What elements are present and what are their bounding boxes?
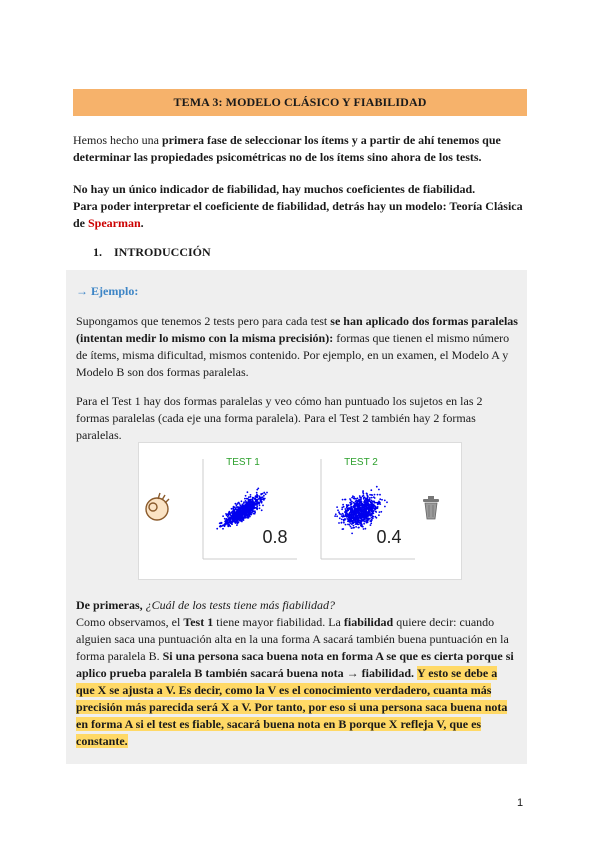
scatter-point bbox=[358, 514, 360, 516]
test-1-label: TEST 1 bbox=[226, 457, 260, 468]
scatter-point bbox=[249, 504, 251, 506]
scatter-point bbox=[351, 501, 353, 503]
scatter-point bbox=[349, 522, 351, 524]
scatter-point bbox=[361, 501, 363, 503]
scatter-point bbox=[236, 520, 238, 522]
scatter-point bbox=[369, 514, 371, 516]
p1-bold: se han aplicado dos formas paralelas (intentan medir lo mismo con la misma precisión): bbox=[76, 314, 518, 345]
scatter-point bbox=[369, 494, 371, 496]
scatter-point bbox=[363, 519, 365, 521]
scatter-point bbox=[351, 527, 353, 529]
scatter-point bbox=[355, 498, 357, 500]
scatter-point bbox=[358, 500, 360, 502]
scatter-point bbox=[262, 505, 264, 507]
scatter-point bbox=[254, 503, 256, 505]
scatter-point bbox=[380, 511, 382, 513]
scatter-point bbox=[367, 518, 369, 520]
scatter-point bbox=[355, 501, 357, 503]
scatter-point bbox=[379, 511, 381, 513]
scatter-point bbox=[354, 514, 356, 516]
p3-question: ¿Cuál de los tests tiene más fiabilidad? bbox=[145, 598, 335, 612]
scatter-point bbox=[346, 518, 348, 520]
scatter-point bbox=[341, 522, 343, 524]
scatter-point bbox=[256, 494, 258, 496]
scatter-point bbox=[362, 506, 364, 508]
scatter-point bbox=[379, 494, 381, 496]
scatter-point bbox=[361, 514, 363, 516]
scatter-point bbox=[339, 517, 341, 519]
scatter-point bbox=[356, 515, 358, 517]
scatter-point bbox=[379, 503, 381, 505]
scatter-point bbox=[384, 506, 386, 508]
scatter-point bbox=[216, 528, 218, 530]
scatter-point bbox=[341, 515, 343, 517]
p3-text-b: Como observamos, el bbox=[76, 615, 184, 629]
scatter-point bbox=[364, 511, 366, 513]
scatter-point bbox=[260, 494, 262, 496]
scatter-point bbox=[345, 499, 347, 501]
p3-text-c: tiene mayor fiabilidad. La bbox=[213, 615, 344, 629]
scatter-point bbox=[375, 506, 377, 508]
scatter-point bbox=[370, 523, 372, 525]
scatter-point bbox=[345, 513, 347, 515]
section-label: INTRODUCCIÓN bbox=[114, 245, 211, 259]
scatter-point bbox=[360, 507, 362, 509]
scatter-point bbox=[231, 508, 233, 510]
scatter-point bbox=[228, 524, 230, 526]
scatter-point bbox=[229, 521, 231, 523]
scatter-point bbox=[366, 514, 368, 516]
scatter-point bbox=[260, 497, 262, 499]
scatter-point bbox=[251, 512, 253, 514]
scatter-point bbox=[363, 528, 365, 530]
scatter-point bbox=[371, 494, 373, 496]
scatter-point bbox=[370, 505, 372, 507]
scatter-point bbox=[258, 503, 260, 505]
scatter-point bbox=[370, 520, 372, 522]
scatter-point bbox=[362, 509, 364, 511]
scatter-point bbox=[386, 501, 388, 503]
scatter-point bbox=[257, 488, 259, 490]
scatter-point bbox=[222, 525, 224, 527]
scatter-point bbox=[373, 507, 375, 509]
scatter-point bbox=[235, 508, 237, 510]
scatter-point bbox=[370, 489, 372, 491]
scatter-point bbox=[350, 526, 352, 528]
scatter-point bbox=[363, 495, 365, 497]
scatter-figure bbox=[138, 442, 462, 580]
scatter-point bbox=[374, 516, 376, 518]
scatter-point bbox=[353, 525, 355, 527]
scatter-point bbox=[375, 511, 377, 513]
scatter-point bbox=[226, 518, 228, 520]
scatter-point bbox=[231, 517, 233, 519]
scatter-point bbox=[358, 527, 360, 529]
scatter-point bbox=[220, 522, 222, 524]
scatter-point bbox=[351, 509, 353, 511]
scatter-point bbox=[236, 503, 238, 505]
scatter-point bbox=[229, 513, 231, 515]
scatter-point bbox=[245, 495, 247, 497]
scatter-point bbox=[364, 505, 366, 507]
scatter-point bbox=[244, 512, 246, 514]
scatter-point bbox=[350, 517, 352, 519]
scatter-point bbox=[367, 498, 369, 500]
section-number: 1. bbox=[93, 245, 102, 259]
scatter-point bbox=[244, 514, 246, 516]
scatter-point bbox=[233, 517, 235, 519]
scatter-point bbox=[243, 505, 245, 507]
scatter-point bbox=[378, 514, 380, 516]
scatter-point bbox=[371, 505, 373, 507]
scatter-point bbox=[363, 523, 365, 525]
scatter-point bbox=[352, 522, 354, 524]
scatter-point bbox=[373, 504, 375, 506]
scatter-point bbox=[361, 524, 363, 526]
p1-text-c: formas que tienen el mismo número de ítems, misma dificultad, mismos contenido. Por ejemplo, en un examen, el Modelo A y Modelo B son dos formas paralelas. bbox=[76, 331, 510, 379]
scatter-point bbox=[376, 486, 378, 488]
test-2-correlation: 0.4 bbox=[376, 527, 402, 547]
scatter-point bbox=[340, 513, 342, 515]
scatter-point bbox=[370, 524, 372, 526]
scatter-point bbox=[356, 524, 358, 526]
scatter-point bbox=[359, 495, 361, 497]
example-paragraph-3 bbox=[76, 597, 518, 750]
scatter-point bbox=[353, 496, 355, 498]
scatter-point bbox=[262, 496, 264, 498]
scatter-point bbox=[355, 526, 357, 528]
scatter-point bbox=[224, 518, 226, 520]
trash-bin-icon bbox=[423, 496, 439, 519]
scatter-point bbox=[254, 510, 256, 512]
scatter-point bbox=[237, 511, 239, 513]
scatter-point bbox=[365, 520, 367, 522]
example-heading: → Ejemplo: bbox=[76, 284, 139, 298]
scatter-point bbox=[336, 506, 338, 508]
scatter-point bbox=[334, 515, 336, 517]
scatter-point bbox=[373, 496, 375, 498]
scatter-point bbox=[362, 490, 364, 492]
scatter-point bbox=[247, 491, 249, 493]
scatter-point bbox=[347, 520, 349, 522]
reliability-notice bbox=[73, 181, 533, 232]
scatter-point bbox=[253, 497, 255, 499]
scatter-point bbox=[348, 517, 350, 519]
scatter-point bbox=[379, 502, 381, 504]
scatter-point bbox=[357, 504, 359, 506]
ok-hand-icon bbox=[146, 493, 169, 520]
scatter-point bbox=[361, 504, 363, 506]
scatter-point bbox=[351, 503, 353, 505]
scatter-point bbox=[371, 500, 373, 502]
notice-dot: . bbox=[140, 216, 144, 230]
scatter-point bbox=[346, 506, 348, 508]
p3-bold-e: Si una persona saca buena nota en forma A se que es cierta porque si aplico prueba paralela B también sacará buena nota → fiabilidad. bbox=[76, 649, 514, 680]
scatter-point bbox=[377, 503, 379, 505]
scatter-point bbox=[233, 511, 235, 513]
scatter-point bbox=[245, 517, 247, 519]
intro-text: Hemos hecho una bbox=[73, 133, 162, 147]
scatter-point bbox=[351, 533, 353, 535]
scatter-point bbox=[250, 505, 252, 507]
scatter-point bbox=[232, 513, 234, 515]
scatter-point bbox=[366, 502, 368, 504]
scatter-point bbox=[365, 528, 367, 530]
scatter-point bbox=[245, 501, 247, 503]
scatter-point bbox=[248, 504, 250, 506]
scatter-point bbox=[245, 512, 247, 514]
scatter-point bbox=[384, 500, 386, 502]
scatter-point bbox=[248, 496, 250, 498]
scatter-point bbox=[253, 505, 255, 507]
scatter-point bbox=[352, 527, 354, 529]
scatter-point bbox=[350, 511, 352, 513]
scatter-point bbox=[338, 522, 340, 524]
scatter-point bbox=[266, 492, 268, 494]
scatter-point bbox=[265, 493, 267, 495]
test-2-label: TEST 2 bbox=[344, 457, 378, 468]
scatter-point bbox=[352, 514, 354, 516]
scatter-point bbox=[243, 501, 245, 503]
scatter-point bbox=[255, 496, 257, 498]
scatter-point bbox=[337, 509, 339, 511]
scatter-point bbox=[361, 517, 363, 519]
scatter-point bbox=[347, 510, 349, 512]
scatter-point bbox=[343, 522, 345, 524]
scatter-point bbox=[358, 508, 360, 510]
scatter-point bbox=[222, 528, 224, 530]
scatter-point bbox=[353, 502, 355, 504]
scatter-point bbox=[259, 505, 261, 507]
scatter-point bbox=[238, 521, 240, 523]
test-1-correlation: 0.8 bbox=[262, 527, 288, 547]
scatter-point bbox=[374, 494, 376, 496]
scatter-point bbox=[341, 519, 343, 521]
scatter-point bbox=[381, 499, 383, 501]
scatter-point bbox=[238, 502, 240, 504]
scatter-point bbox=[244, 498, 246, 500]
scatter-point bbox=[256, 499, 258, 501]
scatter-point bbox=[349, 502, 351, 504]
scatter-point bbox=[241, 510, 243, 512]
example-paragraph-1 bbox=[76, 313, 518, 381]
scatter-point bbox=[350, 499, 352, 501]
scatter-point bbox=[372, 511, 374, 513]
scatter-point bbox=[349, 508, 351, 510]
scatter-point bbox=[372, 500, 374, 502]
scatter-point bbox=[367, 521, 369, 523]
scatter-point bbox=[366, 504, 368, 506]
scatter-point bbox=[235, 522, 237, 524]
scatter-point bbox=[363, 515, 365, 517]
scatter-point bbox=[237, 516, 239, 518]
scatter-point bbox=[233, 506, 235, 508]
scatter-point bbox=[370, 501, 372, 503]
scatter-point bbox=[243, 519, 245, 521]
scatter-point bbox=[233, 520, 235, 522]
scatter-point bbox=[226, 514, 228, 516]
scatter-point bbox=[241, 500, 243, 502]
scatter-point bbox=[369, 499, 371, 501]
scatter-point bbox=[250, 514, 252, 516]
scatter-point bbox=[250, 494, 252, 496]
scatter-point bbox=[246, 498, 248, 500]
scatter-point bbox=[261, 502, 263, 504]
scatter-point bbox=[378, 489, 380, 491]
p1-text-a: Supongamos que tenemos 2 tests pero para cada test bbox=[76, 314, 331, 328]
scatter-point bbox=[343, 506, 345, 508]
scatter-point bbox=[363, 498, 365, 500]
scatter-point bbox=[248, 501, 250, 503]
notice-line-2: Para poder interpretar el coeficiente de fiabilidad, detrás hay un modelo: Teoría Clásica de bbox=[73, 199, 523, 230]
scatter-point bbox=[227, 516, 229, 518]
scatter-point bbox=[256, 506, 258, 508]
scatter-point bbox=[369, 518, 371, 520]
p3-test1: Test 1 bbox=[183, 615, 214, 629]
scatter-point bbox=[354, 517, 356, 519]
example-paragraph-2: Para el Test 1 hay dos formas paralelas y veo cómo han puntuado los sujetos en las 2 formas paralelas (cada eje una forma paralela). Para el Test 2 también hay 2 formas paralelas. bbox=[76, 394, 483, 442]
scatter-point bbox=[261, 509, 263, 511]
scatter-point bbox=[342, 504, 344, 506]
scatter-point bbox=[225, 520, 227, 522]
scatter-point bbox=[235, 503, 237, 505]
scatter-point bbox=[256, 508, 258, 510]
scatter-point bbox=[355, 509, 357, 511]
section-heading bbox=[93, 245, 211, 260]
scatter-point bbox=[263, 498, 265, 500]
scatter-point bbox=[350, 521, 352, 523]
scatter-point bbox=[259, 507, 261, 509]
scatter-point bbox=[354, 504, 356, 506]
scatter-point bbox=[360, 520, 362, 522]
scatter-point bbox=[249, 512, 251, 514]
scatter-point bbox=[351, 497, 353, 499]
scatter-point bbox=[367, 495, 369, 497]
page-number: 1 bbox=[517, 797, 524, 809]
scatter-figure-svg bbox=[139, 443, 461, 579]
scatter-point bbox=[240, 509, 242, 511]
scatter-point bbox=[379, 498, 381, 500]
scatter-point bbox=[371, 497, 373, 499]
scatter-point bbox=[348, 504, 350, 506]
scatter-point bbox=[220, 525, 222, 527]
p3-text-d: quiere decir: cuando alguien saca una puntuación alta en la una forma A sacará también buena puntuación en la forma paralela B. bbox=[76, 615, 509, 663]
scatter-point bbox=[237, 506, 239, 508]
scatter-point bbox=[361, 512, 363, 514]
intro-bold-text: primera fase de seleccionar los ítems y a partir de ahí tenemos que determinar las propiedades psicométricas no de los ítems sino ahora de los tests. bbox=[73, 133, 501, 164]
scatter-point bbox=[349, 524, 351, 526]
scatter-point bbox=[363, 493, 365, 495]
scatter-point bbox=[365, 510, 367, 512]
scatter-point bbox=[348, 514, 350, 516]
scatter-point bbox=[366, 493, 368, 495]
scatter-point bbox=[341, 508, 343, 510]
scatter-point bbox=[365, 516, 367, 518]
scatter-point bbox=[256, 492, 258, 494]
scatter-point bbox=[230, 522, 232, 524]
scatter-point bbox=[243, 516, 245, 518]
p3-highlight: Y esto se debe a que X se ajusta a V. Es decir, como la V es el conocimiento verdadero, cuanta más precisión más parecida será X a V. Por tanto, por eso si una persona saca buena nota en forma A si el test es fiable, sacará buena nota en B porque X refleja V, que es constante. bbox=[76, 666, 508, 748]
scatter-point bbox=[357, 497, 359, 499]
p3-lead: De primeras, bbox=[76, 598, 146, 612]
scatter-point bbox=[355, 512, 357, 514]
scatter-point bbox=[359, 499, 361, 501]
scatter-point bbox=[254, 507, 256, 509]
scatter-point bbox=[342, 528, 344, 530]
scatter-point bbox=[247, 514, 249, 516]
scatter-point bbox=[250, 496, 252, 498]
intro-paragraph bbox=[73, 132, 533, 166]
scatter-point bbox=[241, 520, 243, 522]
scatter-point bbox=[263, 492, 265, 494]
scatter-point bbox=[345, 524, 347, 526]
scatter-point bbox=[354, 506, 356, 508]
scatter-point bbox=[239, 516, 241, 518]
scatter-point bbox=[359, 522, 361, 524]
test-1-point-cloud bbox=[216, 488, 268, 530]
scatter-point bbox=[354, 519, 356, 521]
scatter-point bbox=[247, 510, 249, 512]
scatter-point bbox=[368, 509, 370, 511]
scatter-point bbox=[236, 513, 238, 515]
scatter-point bbox=[236, 524, 238, 526]
scatter-point bbox=[335, 513, 337, 515]
scatter-point bbox=[354, 521, 356, 523]
scatter-point bbox=[245, 508, 247, 510]
scatter-point bbox=[242, 508, 244, 510]
page-title: TEMA 3: MODELO CLÁSICO Y FIABILIDAD bbox=[73, 89, 527, 116]
scatter-point bbox=[222, 515, 224, 517]
scatter-point bbox=[260, 500, 262, 502]
scatter-point bbox=[224, 525, 226, 527]
scatter-point bbox=[372, 516, 374, 518]
scatter-point bbox=[228, 519, 230, 521]
scatter-point bbox=[360, 509, 362, 511]
scatter-point bbox=[342, 513, 344, 515]
p3-fiabilidad: fiabilidad bbox=[343, 615, 394, 629]
scatter-point bbox=[358, 510, 360, 512]
scatter-point bbox=[371, 514, 373, 516]
scatter-point bbox=[242, 512, 244, 514]
scatter-point bbox=[238, 514, 240, 516]
scatter-point bbox=[367, 512, 369, 514]
scatter-point bbox=[342, 499, 344, 501]
spearman-name: Spearman bbox=[88, 216, 141, 230]
scatter-point bbox=[336, 515, 338, 517]
scatter-point bbox=[343, 520, 345, 522]
scatter-point bbox=[248, 508, 250, 510]
scatter-point bbox=[239, 518, 241, 520]
example-box bbox=[66, 270, 527, 764]
scatter-point bbox=[351, 507, 353, 509]
scatter-point bbox=[377, 494, 379, 496]
notice-line-1: No hay un único indicador de fiabilidad, hay muchos coeficientes de fiabilidad. bbox=[73, 182, 476, 196]
scatter-point bbox=[254, 513, 256, 515]
